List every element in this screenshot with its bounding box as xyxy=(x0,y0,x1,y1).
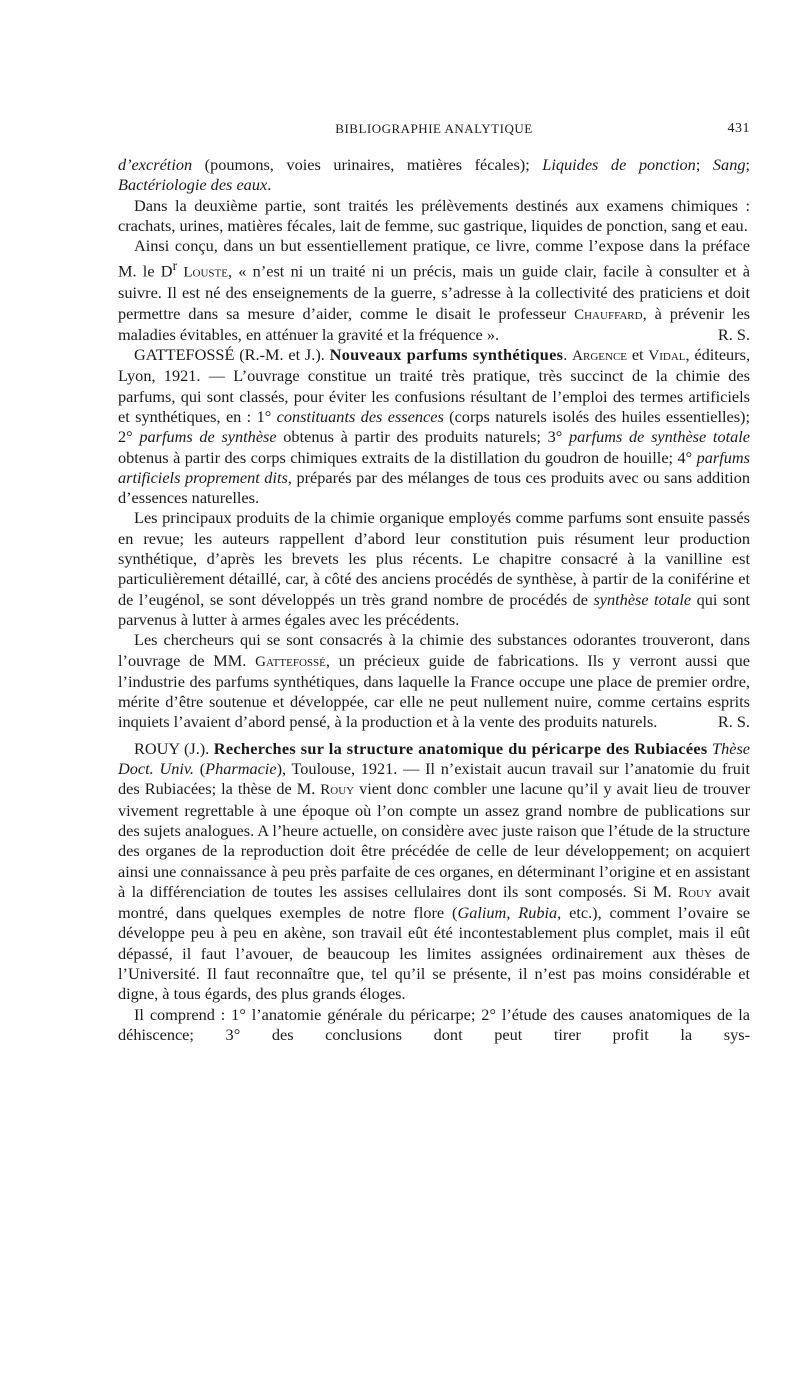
paragraph-text: vient donc combler une lacune qu’il y avait lieu de trouver vivement regrettable à une époque où l’on compte un assez grand nombre de publications sur des sujets analogues. A l’heure actuelle, on considère avec juste raison que l’étude de la structure des organes de la reproduction doit être précédée de celle de leur développement; on acquiert ainsi une connaissance à peu près parfaite de ces organes, en déterminant l’origine et en assistant à la différenciation de toutes les assises cellulaires dont ils sont composés. Si M. xyxy=(118,779,750,901)
italic-text: d’excrétion xyxy=(118,155,193,174)
paragraph-text: avait montré, dans quelques exemples de notre flore ( xyxy=(118,881,750,923)
paragraph-text: Ainsi conçu, dans un but essentiellement pratique, ce livre, comme l’expose dans la préface M. le D xyxy=(118,236,750,281)
italic-text: Galium, Rubia xyxy=(457,903,558,923)
paragraph xyxy=(118,508,750,630)
paragraph xyxy=(118,630,750,732)
small-caps-name: Louste xyxy=(183,264,228,281)
paragraph xyxy=(118,236,750,345)
paragraph-text: . xyxy=(563,345,573,365)
paragraph-text: obtenus à partir des produits naturels; 3° xyxy=(276,427,569,447)
page-number: 431 xyxy=(727,121,750,136)
paragraph-continuation xyxy=(118,155,750,196)
paragraph-text: , « n’est ni un traité ni un précis, mais un guide clair, facile à consulter et à suivre. Il est né des enseignements de la guerre, s’adresse à la collectivité des praticiens et doit permettre dans sa mesure d’aider, comme le disait le professeur xyxy=(118,261,750,323)
bibliography-entry xyxy=(118,345,750,508)
paragraph-text: , éditeurs, Lyon, 1921. — L’ouvrage constitue un traité très pratique, très succinct de la chimie des parfums, qui sont classés, pour éviter les confusions résultant de l’emploi des termes artificiels et synthétiques, en : 1° xyxy=(118,345,751,426)
italic-text: parfums de synthèse totale xyxy=(568,427,751,447)
italic-text: parfums de synthèse xyxy=(139,427,277,447)
paragraph-text: . xyxy=(267,175,272,195)
paragraph-text: et xyxy=(627,345,649,365)
paragraph-text: , un précieux guide de fabrications. Ils y verront aussi que l’industrie des parfums synthétiques, dans laquelle la France occupe une place de premier ordre, mérite d’être soutenue et développée, car elle ne peut nullement nuire, comme certains esprits inquiets l’avaient d’abord pensé, à la production et à la vente des produits naturels. xyxy=(118,650,750,732)
paragraph-text: ( xyxy=(193,759,206,779)
entry-title: Recherches sur la structure anatomique du péricarpe des Rubiacées xyxy=(213,738,708,758)
small-caps-name: Rouy xyxy=(678,884,712,901)
entry-author: GATTEFOSSÉ (R.-M. et J.). xyxy=(134,345,330,365)
italic-text: Liquides de ponction xyxy=(542,155,696,174)
body-text xyxy=(118,155,750,1045)
running-title: BIBLIOGRAPHIE ANALYTIQUE xyxy=(335,121,533,136)
reviewer-signature: R. S. xyxy=(717,324,750,344)
paragraph-text: ; xyxy=(745,155,750,174)
superscript: r xyxy=(172,258,178,274)
entry-author: ROUY (J.). xyxy=(134,738,214,758)
italic-text: parfums artificiels proprement dits xyxy=(118,447,750,487)
paragraph-text: (poumons, voies urinaires, matières fécales); xyxy=(192,155,543,174)
paragraph-text: obtenus à partir des corps chimiques extraits de la distillation du goudron de houille; 4° xyxy=(118,447,697,467)
bibliography-entry xyxy=(118,739,750,1005)
reviewer-signature: R. S. xyxy=(717,712,750,732)
paragraph-text: , à prévenir les maladies évitables, en atténuer la gravité et la fréquence ». xyxy=(118,303,750,344)
small-caps-name: Vidal xyxy=(648,348,686,365)
entry-title: Nouveaux parfums synthétiques xyxy=(329,345,564,365)
paragraph-text: (corps naturels isolés des huiles essentielles); 2° xyxy=(118,406,750,447)
running-head xyxy=(118,121,750,141)
italic-text: synthèse totale xyxy=(593,589,692,609)
small-caps-name: Gattefossé xyxy=(255,653,326,670)
paragraph: Dans la deuxième partie, sont traités les prélèvements destinés aux examens chimiques : crachats, urines, matières fécales, lait de femme, suc gastrique, liquides de ponction, sang et eau. xyxy=(118,195,750,235)
small-caps-name: Rouy xyxy=(320,782,355,799)
small-caps-name: Chauffard xyxy=(574,306,643,323)
italic-text: Bactériologie des eaux xyxy=(118,175,268,195)
italic-text: Sang xyxy=(712,155,746,174)
paragraph-text: ; xyxy=(695,155,713,174)
italic-text: constituants des essences xyxy=(276,406,444,426)
paragraph-text: qui sont parvenus à lutter à armes égales avec les précédents. xyxy=(118,589,750,629)
paragraph-text: ), Toulouse, 1921. — Il n’existait aucun travail sur l’anatomie du fruit des Rubiacées; la thèse de M. xyxy=(118,759,750,799)
small-caps-name: Argence xyxy=(572,348,628,365)
paragraph-text: Les principaux produits de la chimie organique employés comme parfums sont ensuite passés en revue; les auteurs rappellent d’abord leur constitution puis résument leur production synthétique, d’après les brevets les plus récents. Le chapitre consacré à la vanilline est particulièrement détaillé, car, à côté des anciens procédés de synthèse, à partir de la coniférine et de l’eugénol, se sont développés un très grand nombre de procédés de xyxy=(118,508,750,609)
italic-text: Thèse Doct. Univ. xyxy=(118,738,751,779)
paragraph: Il comprend : 1° l’anatomie générale du péricarpe; 2° l’étude des causes anatomiques de la déhiscence; 3° des conclusions dont peut tirer profit la sys- xyxy=(118,1004,750,1044)
paragraph-text: , etc.), comment l’ovaire se développe peu à peu en akène, son travail eût été incontestablement plus complet, mais il eût dépassé, il faut l’avouer, de beaucoup les limites assignées ordinairement aux thèses de l’Université. Il faut reconnaître que, tel qu’il se présente, il n’est pas moins considérable et digne, à tous égards, des plus grands éloges. xyxy=(118,903,751,1004)
paragraph-text: Les chercheurs qui se sont consacrés à la chimie des substances odorantes trouveront, dans l’ouvrage de MM. xyxy=(118,630,750,670)
italic-text: Pharmacie xyxy=(205,759,277,779)
paragraph-text: , préparés par des mélanges de tous ces produits avec ou sans addition d’essences naturelles. xyxy=(118,467,750,508)
